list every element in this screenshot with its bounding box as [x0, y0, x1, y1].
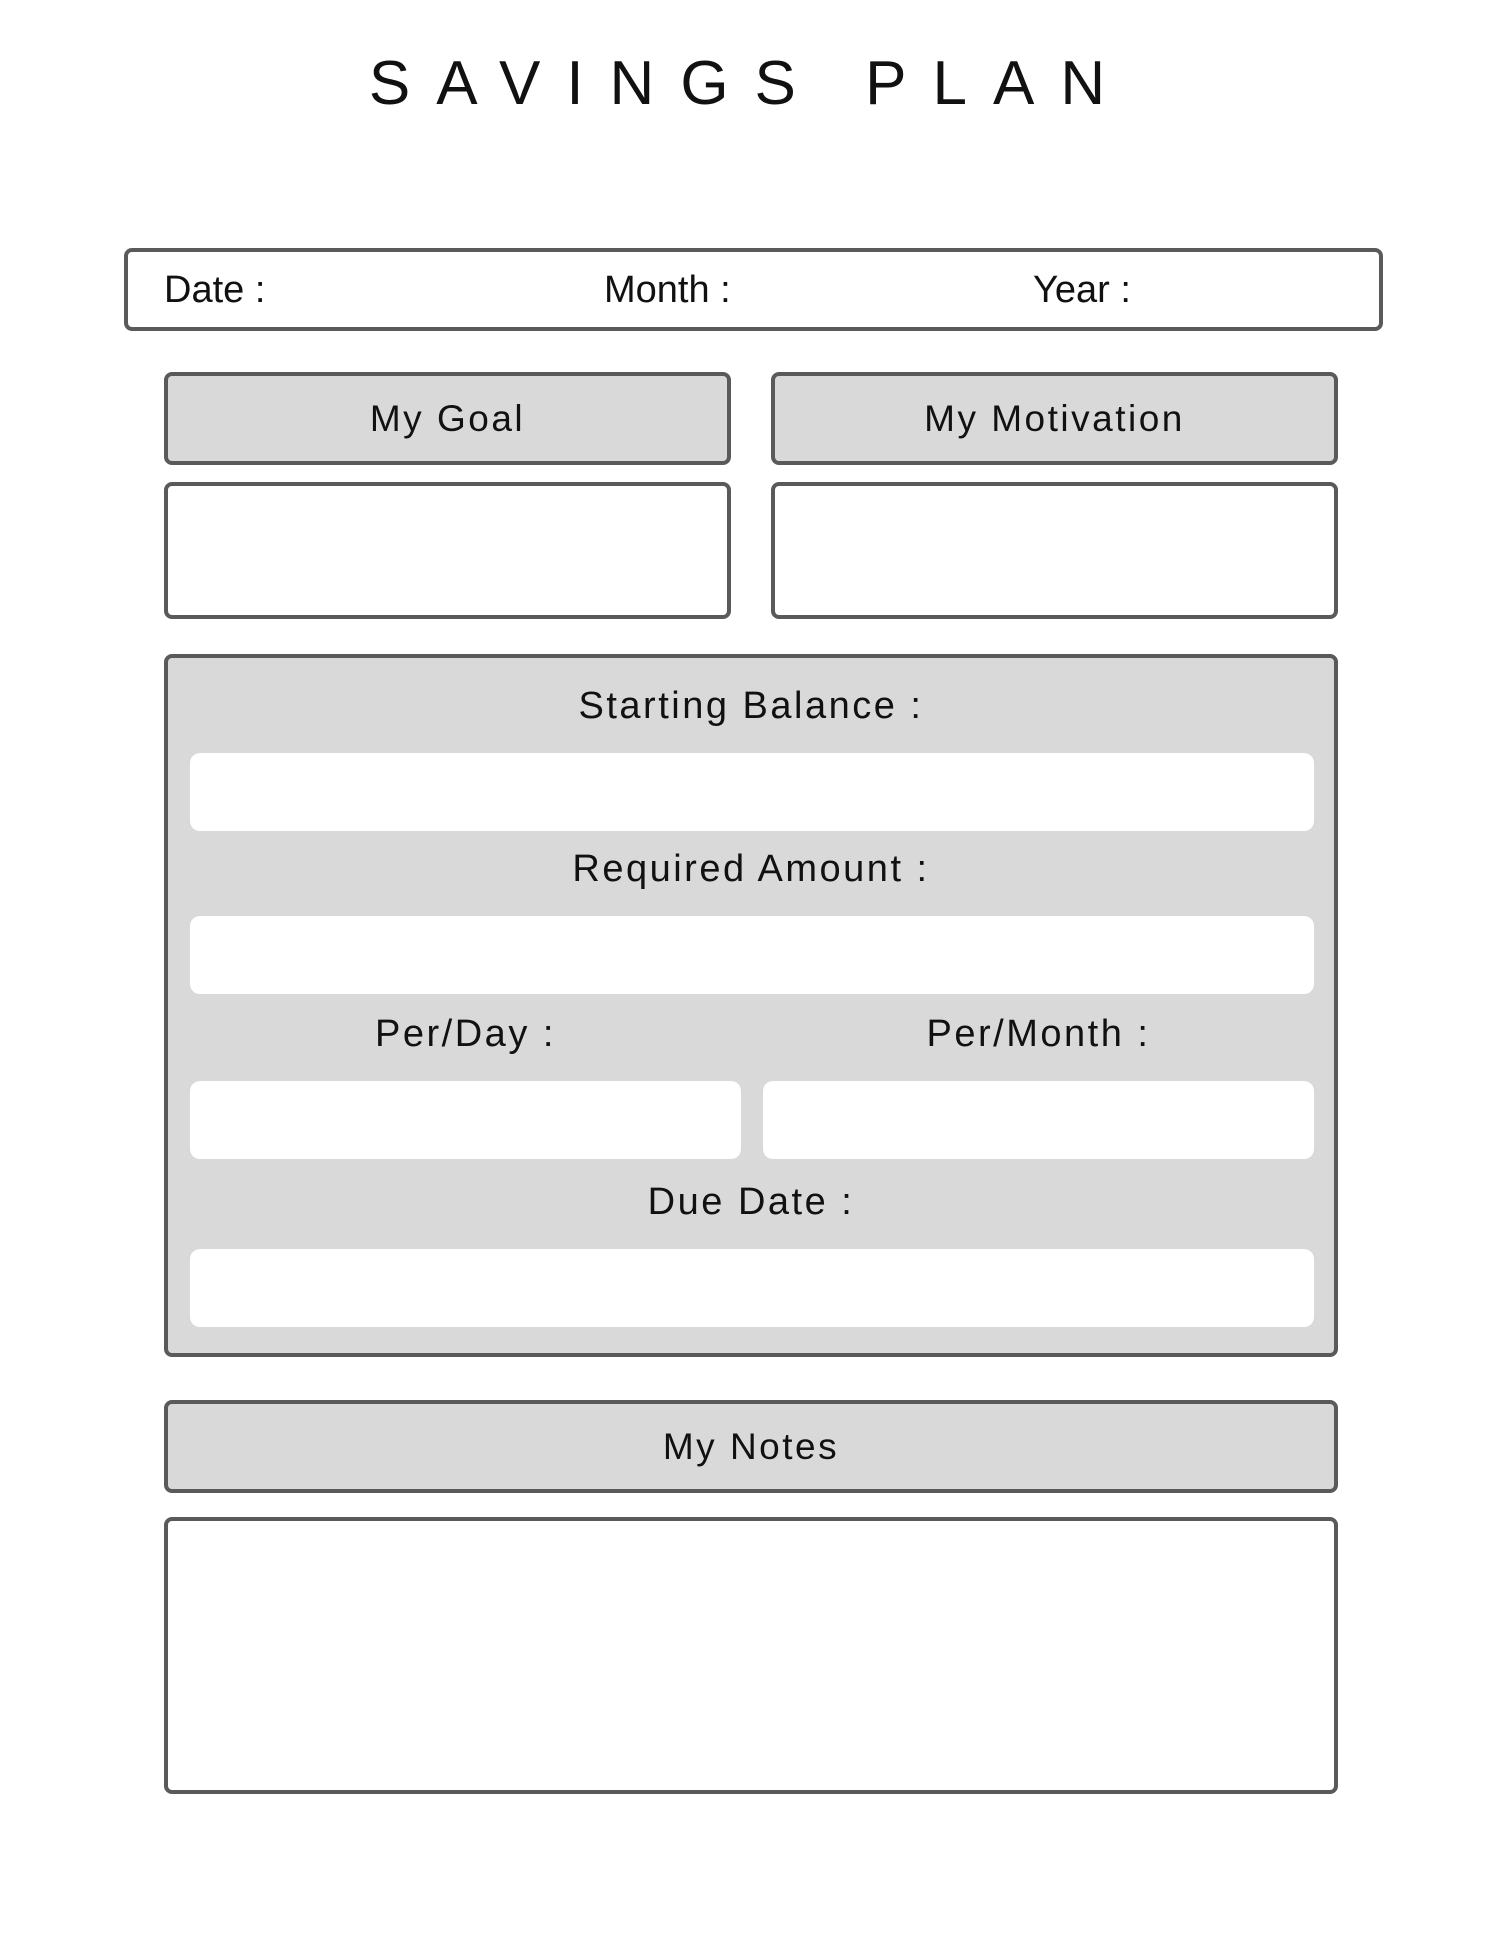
my-goal-box[interactable] — [164, 482, 731, 619]
per-month-label: Per/Month : — [926, 1013, 1151, 1055]
year-label: Year : — [1033, 269, 1131, 311]
per-day-field[interactable] — [190, 1081, 741, 1159]
required-amount-label: Required Amount : — [572, 848, 930, 890]
my-motivation-box[interactable] — [771, 482, 1338, 619]
month-label: Month : — [604, 269, 731, 311]
my-notes-box[interactable] — [164, 1517, 1338, 1794]
required-amount-field[interactable] — [190, 916, 1314, 994]
due-date-label: Due Date : — [647, 1181, 855, 1223]
per-month-field[interactable] — [763, 1081, 1314, 1159]
starting-balance-field[interactable] — [190, 753, 1314, 831]
date-row — [124, 248, 1383, 331]
starting-balance-label: Starting Balance : — [578, 685, 924, 727]
per-day-label: Per/Day : — [375, 1013, 556, 1055]
page-title: SAVINGS PLAN — [368, 49, 1132, 118]
my-motivation-header: My Motivation — [771, 372, 1338, 465]
due-date-field[interactable] — [190, 1249, 1314, 1327]
my-notes-header: My Notes — [164, 1400, 1338, 1493]
my-goal-header: My Goal — [164, 372, 731, 465]
date-label: Date : — [164, 269, 266, 311]
savings-details-panel — [164, 654, 1338, 1357]
